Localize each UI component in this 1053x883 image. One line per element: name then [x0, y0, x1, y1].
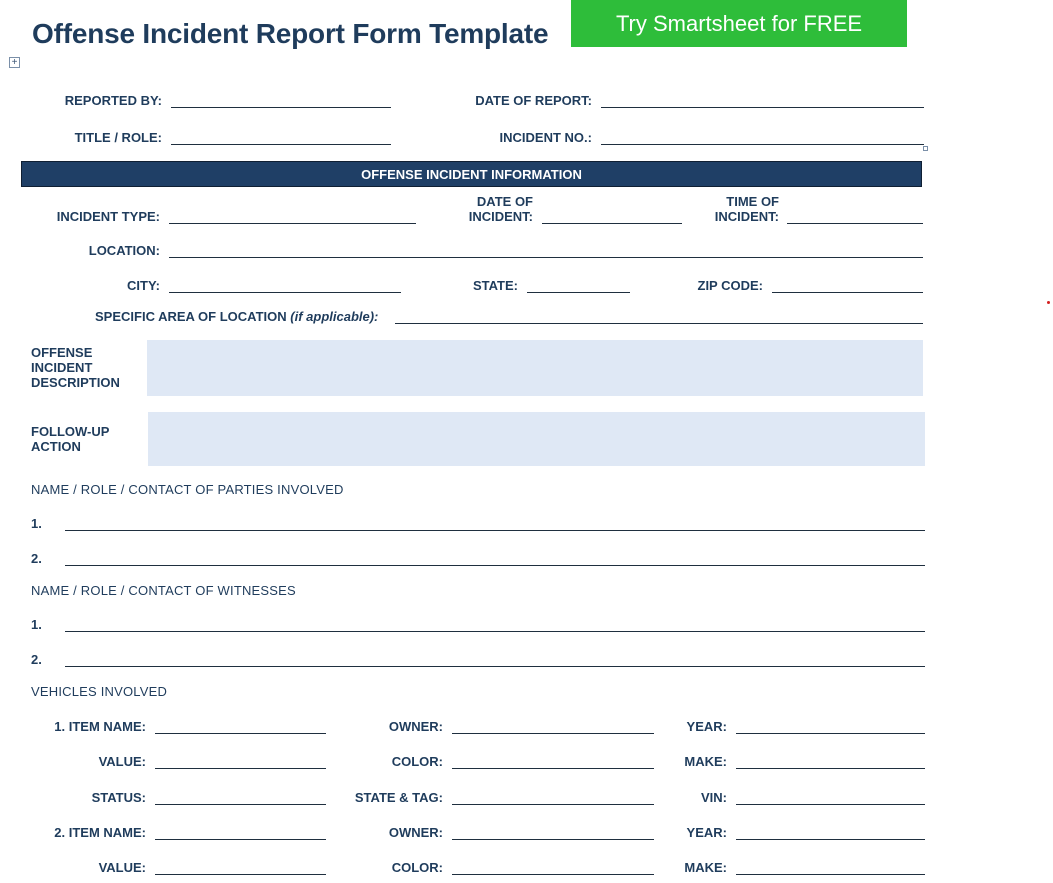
vehicles-heading: VEHICLES INVOLVED — [31, 684, 168, 699]
incident-no-field[interactable] — [601, 144, 924, 145]
specific-area-label — [95, 309, 378, 324]
section-header-offense-incident-information: OFFENSE INCIDENT INFORMATION — [21, 161, 922, 187]
zip-code-field[interactable] — [772, 292, 923, 293]
vehicle-1-color-field[interactable] — [452, 768, 654, 769]
witnesses-heading: NAME / ROLE / CONTACT OF WITNESSES — [31, 583, 296, 598]
vehicle-2-year-field[interactable] — [736, 839, 925, 840]
vehicle-1-year-field[interactable] — [736, 733, 925, 734]
vehicle-2-item-name-label: 2. ITEM NAME: — [54, 825, 146, 840]
date-of-incident-label-line1: DATE OF — [476, 194, 533, 209]
incident-no-label: INCIDENT NO.: — [499, 130, 592, 145]
vehicle-2-owner-label: OWNER: — [388, 825, 443, 840]
reported-by-label: REPORTED BY: — [64, 93, 162, 108]
state-label: STATE: — [472, 278, 518, 293]
follow-up-label-line1: FOLLOW-UP — [31, 424, 110, 439]
vehicle-1-item-name-field[interactable] — [155, 733, 326, 734]
table-move-handle-icon[interactable]: + — [9, 57, 20, 68]
vehicle-1-value-field[interactable] — [155, 768, 326, 769]
incident-description-textbox[interactable] — [147, 340, 923, 396]
vehicle-1-status-field[interactable] — [155, 804, 326, 805]
witness-1-number: 1. — [31, 617, 42, 632]
parties-involved-heading: NAME / ROLE / CONTACT OF PARTIES INVOLVED — [31, 482, 344, 497]
party-2-number: 2. — [31, 551, 42, 566]
vehicle-1-year-label: YEAR: — [686, 719, 727, 734]
witness-2-number: 2. — [31, 652, 42, 667]
date-of-incident-label-line2: INCIDENT: — [468, 209, 533, 224]
location-field[interactable] — [169, 257, 923, 258]
cursor-dot-icon — [1047, 301, 1050, 304]
specific-area-note: (if applicable): — [290, 309, 379, 324]
date-of-report-field[interactable] — [601, 107, 924, 108]
state-field[interactable] — [527, 292, 630, 293]
vehicle-1-make-field[interactable] — [736, 768, 925, 769]
specific-area-label-text: SPECIFIC AREA OF LOCATION — [95, 309, 287, 324]
vehicle-1-vin-field[interactable] — [736, 804, 925, 805]
location-label: LOCATION: — [88, 243, 160, 258]
date-of-incident-field[interactable] — [542, 223, 682, 224]
vehicle-2-owner-field[interactable] — [452, 839, 654, 840]
vehicle-2-item-name-field[interactable] — [155, 839, 326, 840]
vehicle-1-status-label: STATUS: — [91, 790, 146, 805]
follow-up-action-textbox[interactable] — [148, 412, 925, 466]
party-1-field[interactable] — [65, 530, 925, 531]
vehicle-2-value-field[interactable] — [155, 874, 326, 875]
vehicle-1-item-name-label: 1. ITEM NAME: — [54, 719, 146, 734]
title-role-label: TITLE / ROLE: — [74, 130, 162, 145]
table-resize-handle-icon[interactable] — [923, 146, 928, 151]
zip-code-label: ZIP CODE: — [697, 278, 763, 293]
specific-area-field[interactable] — [395, 323, 923, 324]
description-label-line3: DESCRIPTION — [31, 375, 120, 390]
vehicle-1-color-label: COLOR: — [391, 754, 443, 769]
incident-type-field[interactable] — [169, 223, 416, 224]
vehicle-1-value-label: VALUE: — [98, 754, 146, 769]
witness-1-field[interactable] — [65, 631, 925, 632]
time-of-incident-label-line1: TIME OF — [726, 194, 779, 209]
party-1-number: 1. — [31, 516, 42, 531]
incident-type-label: INCIDENT TYPE: — [56, 209, 160, 224]
city-field[interactable] — [169, 292, 401, 293]
party-2-field[interactable] — [65, 565, 925, 566]
vehicle-2-make-field[interactable] — [736, 874, 925, 875]
vehicle-2-year-label: YEAR: — [686, 825, 727, 840]
reported-by-field[interactable] — [171, 107, 391, 108]
follow-up-label-line2: ACTION — [31, 439, 81, 454]
vehicle-1-vin-label: VIN: — [701, 790, 727, 805]
city-label: CITY: — [127, 278, 160, 293]
vehicle-1-owner-label: OWNER: — [388, 719, 443, 734]
time-of-incident-label-line2: INCIDENT: — [714, 209, 779, 224]
description-label-line2: INCIDENT — [31, 360, 93, 375]
witness-2-field[interactable] — [65, 666, 925, 667]
vehicle-2-make-label: MAKE: — [684, 860, 727, 875]
date-of-report-label: DATE OF REPORT: — [475, 93, 592, 108]
page-title: Offense Incident Report Form Template — [32, 18, 549, 49]
vehicle-1-owner-field[interactable] — [452, 733, 654, 734]
vehicle-1-state-tag-field[interactable] — [452, 804, 654, 805]
description-label-line1: OFFENSE — [31, 345, 93, 360]
time-of-incident-field[interactable] — [787, 223, 923, 224]
vehicle-1-make-label: MAKE: — [684, 754, 727, 769]
vehicle-1-state-tag-label: STATE & TAG: — [354, 790, 443, 805]
vehicle-2-color-field[interactable] — [452, 874, 654, 875]
vehicle-2-color-label: COLOR: — [391, 860, 443, 875]
title-role-field[interactable] — [171, 144, 391, 145]
try-smartsheet-button[interactable]: Try Smartsheet for FREE — [571, 0, 907, 47]
vehicle-2-value-label: VALUE: — [98, 860, 146, 875]
